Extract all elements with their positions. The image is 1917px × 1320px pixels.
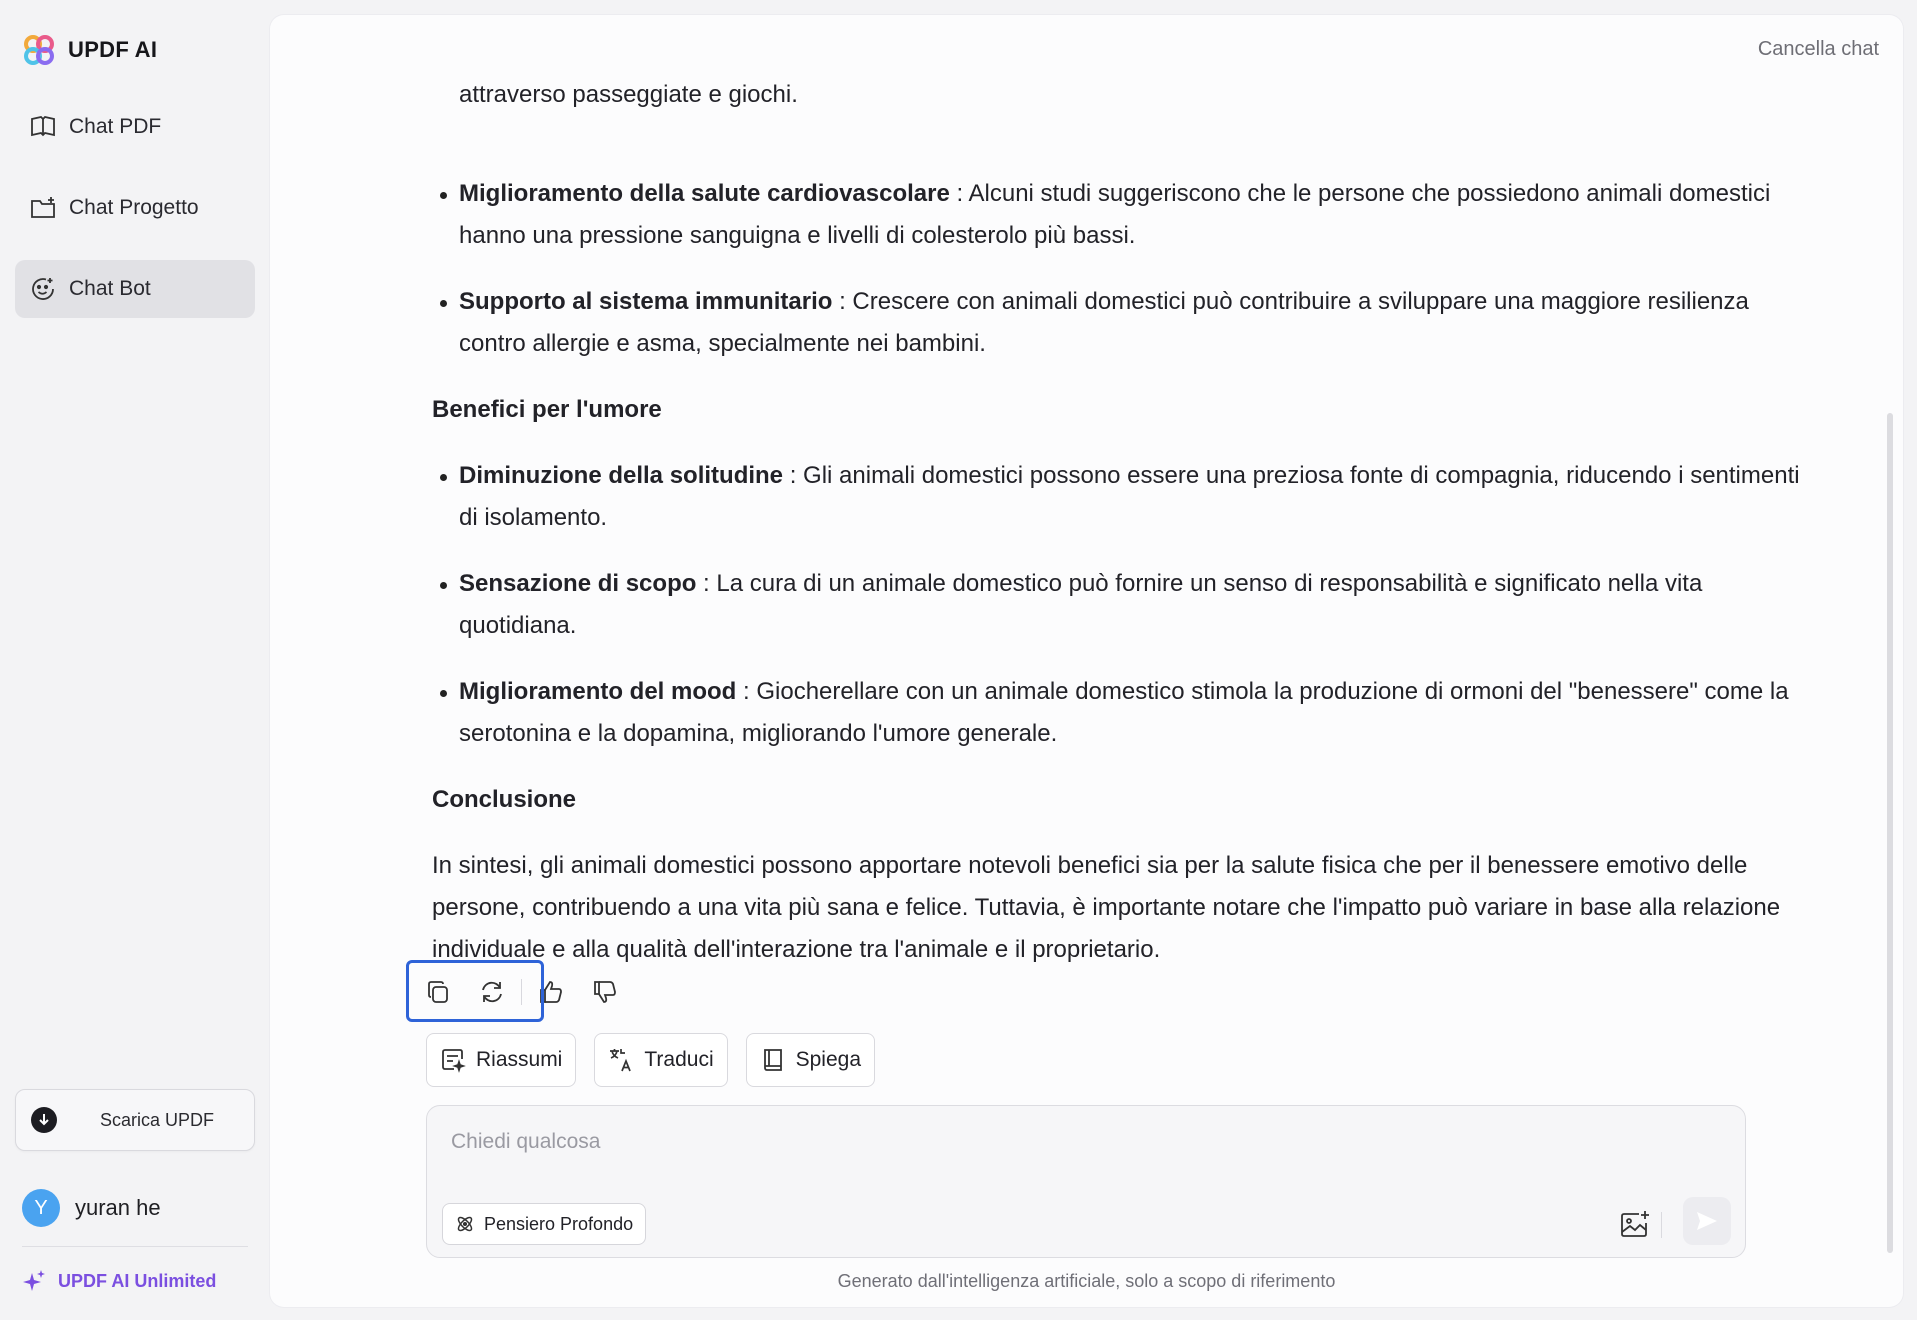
sidebar-item-chat-pdf[interactable] <box>15 98 255 156</box>
list-item: Diminuzione della solitudine : Gli animali domestici possono essere una preziosa fonte di compagnia, riducendo i sentimenti di isolamento. <box>432 455 1802 539</box>
copy-button[interactable] <box>411 965 465 1019</box>
sidebar-divider <box>22 1246 248 1247</box>
add-image-button[interactable] <box>1617 1207 1653 1243</box>
deep-think-label: Pensiero Profondo <box>484 1213 634 1234</box>
assistant-message <box>432 73 1802 971</box>
explain-label: Spiega <box>795 1048 861 1071</box>
download-updf-button[interactable] <box>15 1089 255 1151</box>
upgrade-link[interactable] <box>22 1269 216 1293</box>
sidebar-item-chat-progetto[interactable] <box>15 179 255 237</box>
list-item: Sensazione di scopo : La cura di un animale domestico può fornire un senso di responsabilità e significato nella vita quotidiana. <box>432 563 1802 647</box>
thumbs-down-icon <box>592 979 618 1005</box>
copy-icon <box>425 979 451 1005</box>
divider <box>521 979 522 1005</box>
ai-disclaimer: Generato dall'intelligenza artificiale, solo a scopo di riferimento <box>837 1271 1336 1291</box>
divider <box>1661 1212 1662 1238</box>
section-heading: Conclusione <box>432 786 577 813</box>
summarize-button[interactable] <box>426 1033 576 1087</box>
updf-logo-icon <box>22 33 56 67</box>
brand[interactable] <box>22 33 157 67</box>
book-open-icon <box>29 113 57 141</box>
avatar: Y <box>22 1189 60 1227</box>
translate-label: Traduci <box>644 1048 714 1071</box>
refresh-icon <box>479 979 505 1005</box>
user-profile[interactable] <box>22 1189 161 1227</box>
sparkle-icon <box>22 1269 46 1293</box>
list-item: Miglioramento del mood : Giocherellare con un animale domestico stimola la produzione di ormoni del "benessere" come la serotonina e la dopamina, migliorando l'umore generale. <box>432 671 1802 755</box>
folder-plus-icon <box>29 194 57 222</box>
explain-button[interactable] <box>746 1033 875 1087</box>
send-icon <box>1695 1209 1719 1233</box>
sidebar-item-label: Chat Bot <box>69 277 151 300</box>
chat-panel <box>270 15 1903 1307</box>
chat-input-placeholder[interactable]: Chiedi qualcosa <box>451 1130 601 1153</box>
download-icon <box>31 1107 57 1133</box>
list-item: Miglioramento della salute cardiovascolare : Alcuni studi suggeriscono che le persone che possiedono animali domestici hanno una pressione sanguigna e livelli di colesterolo più bassi. <box>432 173 1802 257</box>
regenerate-button[interactable] <box>465 965 519 1019</box>
conclusion-paragraph: In sintesi, gli animali domestici possono apportare notevoli benefici sia per la salute fisica che per il benessere emotivo delle persone, contribuendo a una vita più sana e felice. Tuttavia, è importante notare che l'impatto può variare in base alla relazione individuale e alla qualità dell'interazione tra l'animale e il proprietario. <box>432 852 1781 963</box>
thumbs-up-icon <box>538 979 564 1005</box>
send-button[interactable] <box>1683 1197 1731 1245</box>
chat-input-box[interactable] <box>426 1105 1746 1258</box>
quick-actions <box>426 1033 875 1087</box>
clear-chat-button[interactable]: Cancella chat <box>1757 38 1879 60</box>
sidebar-nav <box>15 98 255 341</box>
mood-benefits-list <box>432 455 1802 755</box>
bot-face-icon <box>29 275 57 303</box>
upgrade-label: UPDF AI Unlimited <box>58 1270 217 1291</box>
clipped-text-line: attraverso passeggiate e giochi. <box>459 81 798 108</box>
sidebar-item-label: Chat PDF <box>69 115 162 138</box>
translate-icon <box>608 1047 634 1073</box>
dislike-button[interactable] <box>578 965 632 1019</box>
summarize-label: Riassumi <box>476 1048 563 1071</box>
section-heading: Benefici per l'umore <box>432 396 662 423</box>
message-actions <box>406 960 632 1024</box>
brand-name: UPDF AI <box>68 37 158 62</box>
like-button[interactable] <box>524 965 578 1019</box>
scrollbar[interactable] <box>1887 413 1893 1253</box>
sidebar <box>0 0 270 1320</box>
sidebar-item-chat-bot[interactable] <box>15 260 255 318</box>
atom-icon <box>455 1214 475 1234</box>
download-label: Scarica UPDF <box>100 1109 215 1130</box>
deep-think-toggle[interactable] <box>442 1203 646 1245</box>
summary-icon <box>440 1047 466 1073</box>
user-name: yuran he <box>75 1195 161 1220</box>
image-add-icon <box>1619 1210 1651 1240</box>
sidebar-item-label: Chat Progetto <box>69 196 199 219</box>
book-icon <box>760 1047 786 1073</box>
translate-button[interactable] <box>594 1033 727 1087</box>
list-item: Supporto al sistema immunitario : Crescere con animali domestici può contribuire a sviluppare una maggiore resilienza contro allergie e asma, specialmente nei bambini. <box>432 281 1802 365</box>
health-benefits-list <box>432 173 1802 365</box>
